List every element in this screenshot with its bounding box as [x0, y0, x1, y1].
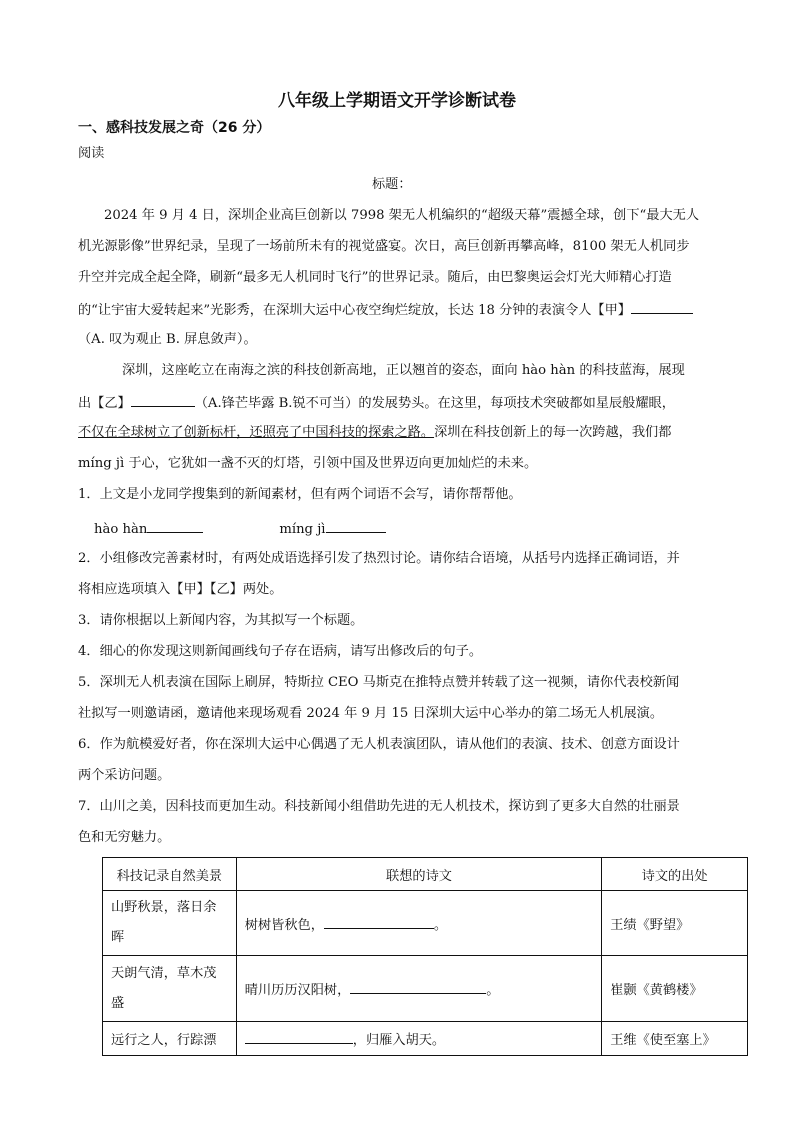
pinyin-mingji: míng jì: [279, 522, 326, 537]
passage-line: 深圳，这座屹立在南海之滨的科技创新高地，正以翘首的姿态，面向 hào hàn 的科技蓝海，展现: [122, 363, 685, 378]
answer-blank-jia[interactable]: [631, 300, 693, 314]
passage-line: [78, 424, 671, 442]
poem-cell: [236, 1022, 601, 1056]
passage-line: míng jì 于心，它犹如一盏不灭的灯塔，引领中国及世界迈向更加灿烂的未来。: [78, 456, 538, 471]
poem-blank[interactable]: [324, 915, 434, 929]
scene-text: 盛: [111, 995, 125, 1011]
reading-label: 阅读: [78, 146, 105, 161]
poem-text: 。: [433, 917, 448, 933]
scene-cell: [103, 956, 237, 1022]
question-6-cont: 两个采访问题。: [78, 768, 171, 783]
table-header: 科技记录自然美景: [103, 858, 237, 891]
question-1: 1．上文是小龙同学搜集到的新闻素材，但有两个词语不会写，请你帮帮他。: [78, 487, 522, 502]
poem-text: ，归雁入胡天。: [352, 1033, 446, 1048]
question-3: 3．请你根据以上新闻内容，为其拟写一个标题。: [78, 613, 364, 628]
poem-blank[interactable]: [350, 980, 486, 994]
question-7: 7．山川之美，因科技而更加生动。科技新闻小组借助先进的无人机技术，探访到了更多大自然的壮丽景: [78, 799, 680, 814]
scene-text: 山野秋景，落日余: [111, 900, 217, 915]
passage-text: 深圳在科技创新上的每一次跨越，我们都: [434, 425, 672, 440]
poem-text: 晴川历历汉阳树，: [244, 983, 351, 998]
question-1-answers: [94, 519, 386, 539]
passage-line: 机光源影像”世界纪录，呈现了一场前所未有的视觉盛宴。次日，高巨创新再攀高峰，8100 架无人机同步: [78, 239, 690, 254]
question-5: 5．深圳无人机表演在国际上刷屏，特斯拉 CEO 马斯克在推特点赞并转载了这一视频，请你代表校新闻: [78, 675, 680, 690]
exam-title: 八年级上学期语文开学诊断试卷: [278, 91, 516, 111]
question-4: 4．细心的你发现这则新闻画线句子存在语病，请写出修改后的句子。: [78, 644, 483, 659]
answer-blank-mingji[interactable]: [326, 519, 386, 533]
scene-cell: [103, 1022, 237, 1056]
underlined-sentence: 不仅在全球树立了创新标杆，还照亮了中国科技的探索之路。: [78, 425, 435, 440]
table-header: 诗文的出处: [602, 858, 748, 891]
scene-cell: [103, 891, 237, 956]
passage-line: 2024 年 9 月 4 日，深圳企业高巨创新以 7998 架无人机编织的“超级天幕”震撼全球，创下“最大无人: [104, 208, 700, 223]
question-6: 6．作为航模爱好者，你在深圳大运中心偶遇了无人机表演团队，请从他们的表演、技术、创意方面设计: [78, 737, 680, 752]
poem-text: 。: [486, 983, 500, 998]
section-heading: 一、感科技发展之奇（26 分）: [78, 120, 271, 136]
passage-subtitle: 标题：: [372, 177, 412, 192]
poem-cell: [236, 956, 601, 1022]
question-2-cont: 将相应选项填入【甲】【乙】两处。: [78, 582, 283, 597]
answer-blank-haohan[interactable]: [147, 519, 203, 533]
passage-text: 的“让宇宙大爱转起来”光影秀，在深圳大运中心夜空绚烂绽放，长达 18 分钟的表演令人【甲】: [78, 303, 631, 318]
table-header: 联想的诗文: [236, 858, 601, 891]
table-row: [103, 956, 748, 1022]
passage-line: 升空并完成全起全降，刷新“最多无人机同时飞行”的世界记录。随后，由巴黎奥运会灯光大师精心打造: [78, 270, 672, 285]
answer-blank-yi[interactable]: [131, 393, 195, 407]
passage-text: （A.锋芒毕露 B.锐不可当）的发展势头。在这里，每项技术突破都如星辰般耀眼，: [194, 396, 675, 411]
source-cell: 王维《使至塞上》: [602, 1022, 748, 1056]
poem-cell: [236, 891, 601, 956]
question-5-cont: 社拟写一则邀请函，邀请他来现场观看 2024 年 9 月 15 日深圳大运中心举办的第二场无人机展演。: [78, 706, 664, 721]
scene-text: 天朗气清，草木茂: [111, 965, 217, 981]
poem-table: [102, 857, 748, 1056]
question-2: 2．小组修改完善素材时，有两处成语选择引发了热烈讨论。请你结合语境，从括号内选择正确词语，并: [78, 551, 680, 566]
table-header-row: [103, 858, 748, 891]
passage-text: 出【乙】: [78, 396, 131, 411]
scene-text: 远行之人，行踪漂: [111, 1033, 217, 1048]
pinyin-haohan: hào hàn: [94, 522, 148, 537]
table-row: [103, 891, 748, 956]
passage-line: （A. 叹为观止 B. 屏息敛声）。: [78, 332, 257, 347]
poem-blank[interactable]: [245, 1030, 353, 1044]
poem-text: 树树皆秋色，: [244, 917, 324, 933]
question-7-cont: 色和无穷魅力。: [78, 830, 171, 845]
source-cell: 王绩《野望》: [602, 891, 748, 956]
table-row: [103, 1022, 748, 1056]
passage-line: [78, 393, 675, 413]
passage-line: [78, 300, 693, 320]
scene-text: 晖: [111, 930, 125, 945]
source-cell: 崔颢《黄鹤楼》: [602, 956, 748, 1022]
